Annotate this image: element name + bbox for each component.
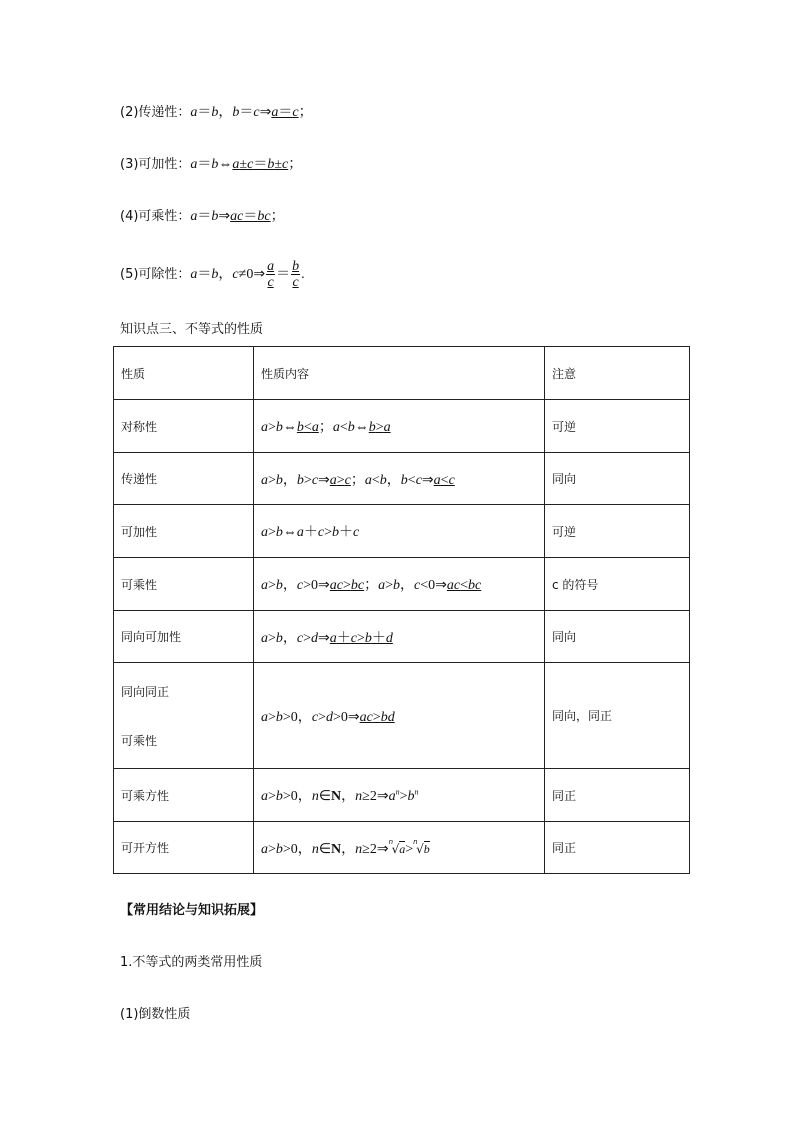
table-row (114, 822, 690, 874)
equality-transitive-label: (2)传递性： (120, 105, 191, 120)
row-name (114, 663, 254, 769)
equality-transitive: (2)传递性：a＝b，b＝c⇒a＝c； (120, 105, 313, 120)
table-row (114, 505, 690, 558)
row-note: 同正 (545, 822, 690, 874)
inequality-properties-table (113, 346, 690, 874)
row-content: a>b，c>0⇒ac>bc；a>b，c<0⇒ac<bc (254, 558, 545, 611)
conclusion-heading: 【常用结论与知识拓展】 (120, 903, 264, 918)
row-name: 对称性 (114, 400, 254, 453)
row-content: a>b>0，n∈N，n≥2⇒ n √a> n √b (254, 822, 545, 874)
equality-divisive-label: (5)可除性： (120, 267, 191, 282)
row-note: 同向，同正 (545, 663, 690, 769)
equality-additive-label: (3)可加性： (120, 157, 191, 172)
row-note: 同正 (545, 769, 690, 822)
row-note: 可逆 (545, 505, 690, 558)
header-note: 注意 (545, 347, 690, 400)
equality-multiplicative: (4)可乘性：a＝b⇒ac＝bc； (120, 209, 285, 224)
nth-root-b: n √b (413, 837, 430, 856)
row-name: 传递性 (114, 453, 254, 505)
row-note: c 的符号 (545, 558, 690, 611)
row-name-line-1: 同向同正 (121, 684, 170, 699)
row-content: a>b，b>c⇒a>c；a<b，b<c⇒a<c (254, 453, 545, 505)
fraction-a-over-c: $\frac{a}{c}$ (267, 258, 275, 290)
item-1-title: 1.不等式的两类常用性质 (120, 955, 263, 970)
table-header-row (114, 347, 690, 400)
row-content: a>b>0，n∈N，$n\ge 2\Rightarrow a^n>b^n$ (254, 769, 545, 822)
table-row (114, 769, 690, 822)
row-name: 可开方性 (114, 822, 254, 874)
row-note: 可逆 (545, 400, 690, 453)
table-row (114, 663, 690, 769)
fraction-b-over-c: $\frac{b}{c}$ (292, 258, 300, 290)
equality-additive: (3)可加性：a＝b⇔a±c＝b±c； (120, 157, 303, 172)
row-content: a>b⇔a＋c>b＋c (254, 505, 545, 558)
table-row (114, 558, 690, 611)
row-note: 同向 (545, 453, 690, 505)
row-name: 可乘方性 (114, 769, 254, 822)
item-1-subtitle: (1)倒数性质 (120, 1007, 191, 1022)
equality-multiplicative-label: (4)可乘性： (120, 209, 191, 224)
knowledge-point-3-title: 知识点三、不等式的性质 (120, 322, 264, 337)
header-content: 性质内容 (254, 347, 545, 400)
row-name: 可乘性 (114, 558, 254, 611)
equality-divisive: (5)可除性：a＝b，c≠0⇒ $\frac{a}{c}$ ＝ $\frac{b}{c}$ . (120, 258, 305, 290)
table-row (114, 400, 690, 453)
row-name: 可加性 (114, 505, 254, 558)
header-property: 性质 (114, 347, 254, 400)
row-content: a>b，c>d⇒a＋c>b＋d (254, 611, 545, 663)
row-content: a>b⇔b<a；a<b⇔b>a (254, 400, 545, 453)
row-content: a>b>0，c>d>0⇒ac>bd (254, 663, 545, 769)
row-name: 同向可加性 (114, 611, 254, 663)
nth-root-a: n √a (388, 837, 406, 856)
table-row (114, 453, 690, 505)
table-row (114, 611, 690, 663)
row-note: 同向 (545, 611, 690, 663)
row-name-line-2: 可乘性 (121, 733, 158, 748)
